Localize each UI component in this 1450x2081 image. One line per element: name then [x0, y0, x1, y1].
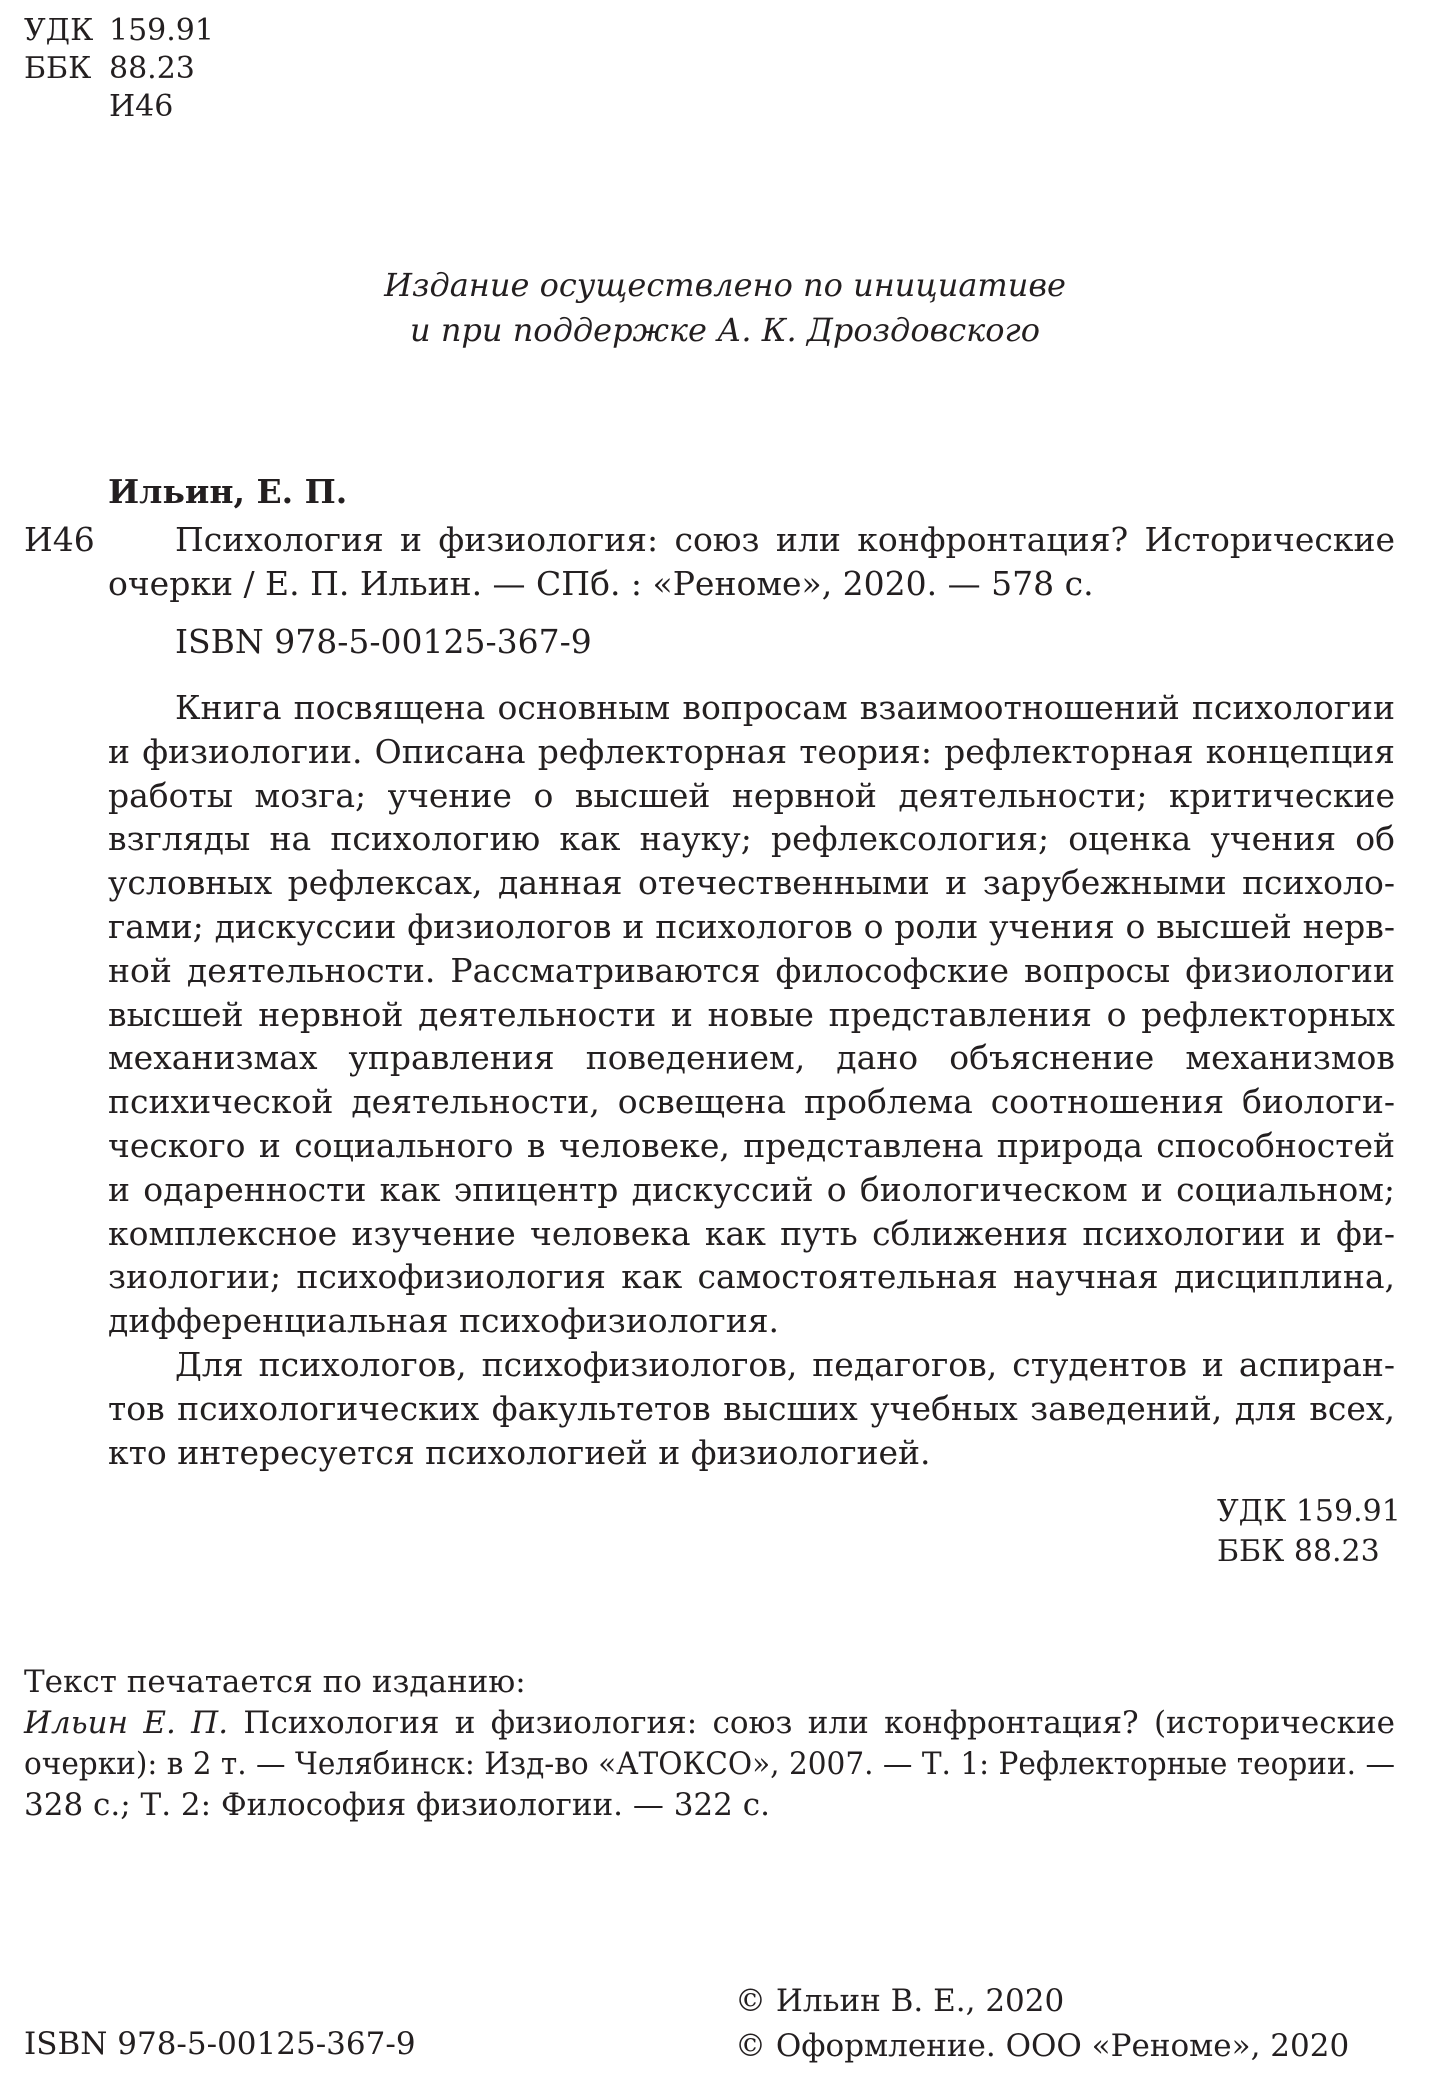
cutter-code: И46 — [109, 89, 174, 124]
source-title: Психология и физиология: союз или конфронтация? (исторические — [228, 1705, 1395, 1741]
annotation — [108, 686, 1395, 1474]
udk-label: УДК — [24, 13, 94, 48]
annotation-line: механизмах управления поведением, дано объяснение механизмов — [108, 1038, 1395, 1078]
source-intro: Текст печатается по изданию: — [24, 1664, 526, 1700]
catalog-title-line-2: очерки / Е. П. Ильин. — СПб. : «Реноме», 2020. — 578 с. — [108, 564, 1094, 603]
annotation-line: гами; дискуссии физиологов и психологов о роли учения о высшей нерв- — [108, 906, 1395, 946]
bbk-label: ББК — [24, 51, 92, 86]
udk-row — [24, 12, 214, 50]
copyright-author: © Ильин В. Е., 2020 — [735, 1983, 1065, 2019]
annotation-line: условных рефлексах, данная отечественными и зарубежными психоло- — [108, 863, 1395, 903]
catalog-description — [108, 518, 1395, 606]
annotation-line: и физиологии. Описана рефлекторная теория: рефлекторная концепция — [108, 731, 1395, 771]
bbk-bottom: ББК 88.23 — [1217, 1534, 1380, 1569]
footer-isbn: ISBN 978-5-00125-367-9 — [24, 2026, 416, 2062]
sponsor-line-1: Издание осуществлено по инициативе — [384, 266, 1066, 304]
classification-top — [24, 12, 214, 126]
source-author: Ильин Е. П. — [24, 1705, 229, 1741]
annotation-line: зиологии; психофизиология как самостоятельная научная дисциплина, — [108, 1257, 1395, 1297]
annotation-line: и одаренности как эпицентр дискуссий о биологическом и социальном; — [108, 1169, 1395, 1209]
udk-value: 159.91 — [109, 13, 214, 48]
annotation-line: Для психологов, психофизиологов, педагогов, студентов и аспиран- — [175, 1344, 1395, 1384]
catalog-cutter: И46 — [24, 520, 95, 559]
annotation-line: ной деятельности. Рассматриваются философские вопросы физиологии — [108, 950, 1395, 990]
annotation-line: Книга посвящена основным вопросам взаимоотношений психологии — [175, 688, 1395, 727]
bbk-row — [24, 50, 214, 88]
cutter-row — [24, 88, 214, 126]
annotation-line: кто интересуется психологией и физиологией. — [108, 1432, 931, 1472]
source-line-1 — [24, 1703, 1395, 1744]
source-edition — [24, 1662, 1395, 1826]
catalog-isbn: ISBN 978-5-00125-367-9 — [175, 622, 592, 661]
annotation-line: работы мозга; учение о высшей нервной деятельности; критические — [108, 775, 1395, 815]
annotation-line: высшей нервной деятельности и новые представления о рефлекторных — [108, 994, 1395, 1034]
annotation-line: комплексное изучение человека как путь сближения психологии и фи- — [108, 1213, 1395, 1253]
sponsor-line-2: и при поддержке А. К. Дроздовского — [410, 311, 1040, 349]
annotation-line: психической деятельности, освещена проблема соотношения биологи- — [108, 1082, 1395, 1122]
classification-bottom — [1217, 1492, 1401, 1572]
catalog-title-line-1: Психология и физиология: союз или конфронтация? Исторические — [175, 520, 1395, 559]
source-line-3: 328 с.; Т. 2: Философия физиологии. — 322 с. — [24, 1787, 770, 1823]
annotation-line: дифференциальная психофизиология. — [108, 1301, 780, 1341]
annotation-line: ческого и социального в человеке, представлена природа способностей — [108, 1125, 1395, 1165]
sponsor-note — [0, 263, 1450, 353]
annotation-line: взгляды на психологию как науку; рефлексология; оценка учения об — [108, 819, 1395, 859]
catalog-author: Ильин, Е. П. — [108, 472, 348, 511]
source-line-2: очерки): в 2 т. — Челябинск: Изд-во «АТОКСО», 2007. — Т. 1: Рефлекторные теории. — — [24, 1746, 1395, 1782]
annotation-line: тов психологических факультетов высших учебных заведений, для всех, — [108, 1388, 1395, 1428]
copyright-design: © Оформление. ООО «Реноме», 2020 — [735, 2028, 1350, 2064]
bbk-value: 88.23 — [109, 51, 195, 86]
copyright-block — [735, 1979, 1349, 2069]
udk-bottom: УДК 159.91 — [1217, 1494, 1401, 1529]
